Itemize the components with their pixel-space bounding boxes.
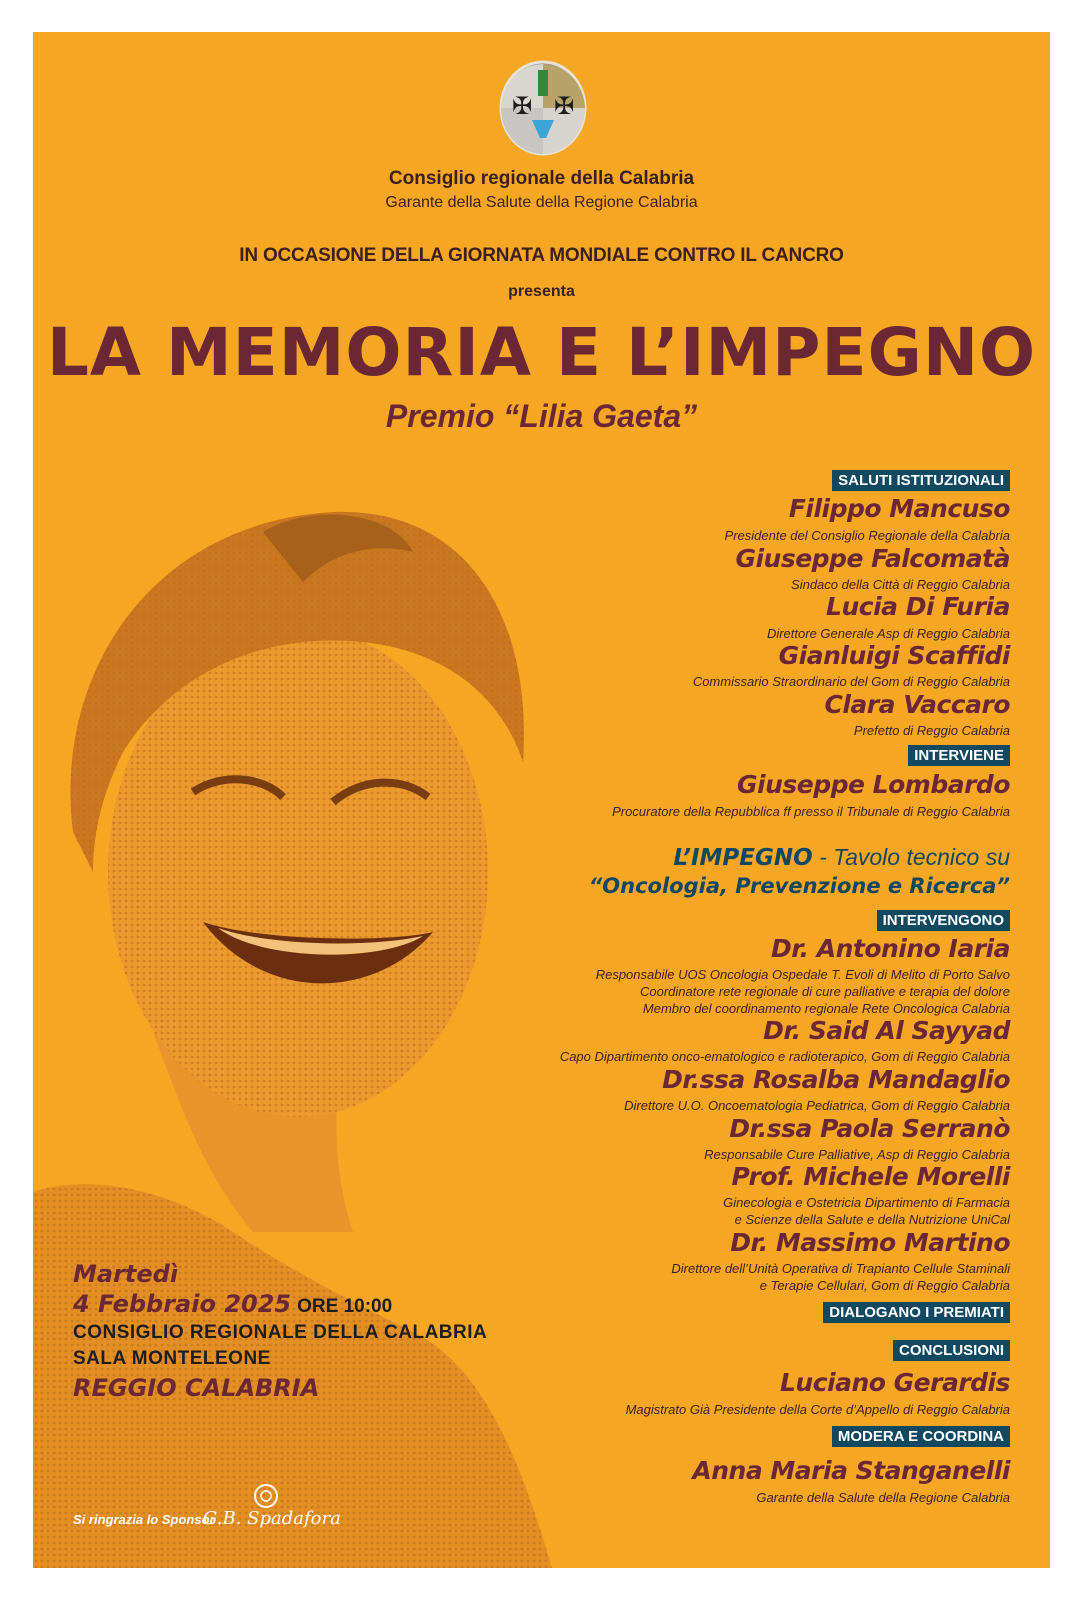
interviene-badge: INTERVIENE bbox=[908, 745, 1010, 766]
award-subtitle: Premio “Lilia Gaeta” bbox=[385, 398, 698, 434]
speaker-name: Giuseppe Falcomatà bbox=[735, 544, 1010, 573]
speaker-role: e Terapie Cellulari, Gom di Reggio Calabria bbox=[759, 1278, 1010, 1293]
speaker-role: Direttore dell’Unità Operativa di Trapianto Cellule Staminali bbox=[671, 1261, 1010, 1276]
speaker-role: Membro del coordinamento regionale Rete Oncologica Calabria bbox=[642, 1001, 1010, 1016]
event-day: Martedì bbox=[73, 1260, 179, 1288]
speaker-name: Luciano Gerardis bbox=[779, 1368, 1010, 1397]
speaker-role: Capo Dipartimento onco-ematologico e radioterapico, Gom di Reggio Calabria bbox=[559, 1049, 1010, 1064]
speaker-role: Coordinatore rete regionale di cure palliative e terapia del dolore bbox=[639, 984, 1010, 999]
speaker-role: Responsabile Cure Palliative, Asp di Reggio Calabria bbox=[704, 1147, 1010, 1162]
svg-text:✠: ✠ bbox=[553, 92, 575, 120]
intervengono-badge: INTERVENGONO bbox=[877, 910, 1010, 931]
speaker-role: Direttore U.O. Oncoematologia Pediatrica, Gom di Reggio Calabria bbox=[624, 1098, 1010, 1113]
speaker-name: Dr.ssa Rosalba Mandaglio bbox=[662, 1065, 1010, 1094]
tavolo-heading-bold: L’IMPEGNO bbox=[673, 845, 813, 871]
svg-text:✠: ✠ bbox=[511, 92, 533, 120]
event-venue: CONSIGLIO REGIONALE DELLA CALABRIA bbox=[73, 1322, 488, 1343]
speaker-role: Presidente del Consiglio Regionale della Calabria bbox=[724, 528, 1010, 543]
speaker-name: Dr. Said Al Sayyad bbox=[763, 1016, 1010, 1045]
sponsor-brand: G.B. Spadafora bbox=[203, 1508, 341, 1529]
sponsor-block bbox=[73, 1482, 393, 1542]
speaker-name: Filippo Mancuso bbox=[788, 494, 1010, 523]
speaker-name: Lucia Di Furia bbox=[826, 592, 1010, 621]
occasion-line: IN OCCASIONE DELLA GIORNATA MONDIALE CONTRO IL CANCRO bbox=[239, 245, 844, 266]
speaker-name: Dr. Massimo Martino bbox=[730, 1228, 1010, 1257]
speaker-name: Dr.ssa Paola Serranò bbox=[729, 1114, 1010, 1143]
speaker-role: Magistrato Già Presidente della Corte d’Appello di Reggio Calabria bbox=[625, 1402, 1010, 1417]
tavolo-heading-rest: - Tavolo tecnico su bbox=[812, 844, 1010, 870]
speaker-role: Commissario Straordinario del Gom di Reggio Calabria bbox=[692, 674, 1010, 689]
event-city: REGGIO CALABRIA bbox=[73, 1374, 320, 1402]
tavolo-topic: “Oncologia, Prevenzione e Ricerca” bbox=[588, 874, 1010, 898]
saluti-badge: SALUTI ISTITUZIONALI bbox=[832, 470, 1010, 491]
speaker-name: Prof. Michele Morelli bbox=[731, 1162, 1010, 1191]
speaker-name: Dr. Antonino Iaria bbox=[771, 934, 1010, 963]
event-time: ORE 10:00 bbox=[297, 1296, 393, 1317]
poster bbox=[33, 32, 1050, 1568]
modera-badge: MODERA E COORDINA bbox=[832, 1426, 1010, 1447]
sponsor-emblem-icon bbox=[251, 1482, 281, 1510]
speaker-name: Clara Vaccaro bbox=[824, 690, 1010, 719]
sponsor-thanks: Si ringrazia lo Sponsor bbox=[73, 1512, 215, 1527]
speaker-role: Direttore Generale Asp di Reggio Calabria bbox=[766, 626, 1010, 641]
speaker-role: Responsabile UOS Oncologia Ospedale T. Evoli di Melito di Porto Salvo bbox=[595, 967, 1010, 982]
speaker-name: Anna Maria Stanganelli bbox=[692, 1456, 1010, 1485]
speaker-role: Ginecologia e Ostetricia Dipartimento di Farmacia bbox=[723, 1195, 1010, 1210]
event-title: LA MEMORIA E L’IMPEGNO bbox=[46, 314, 1037, 391]
speaker-name: Gianluigi Scaffidi bbox=[778, 641, 1010, 670]
speaker-role: e Scienze della Salute e della Nutrizione UniCal bbox=[734, 1212, 1010, 1227]
organization-name: Consiglio regionale della Calabria bbox=[388, 168, 695, 189]
speaker-name: Giuseppe Lombardo bbox=[737, 770, 1010, 799]
organization-subtitle: Garante della Salute della Regione Calabria bbox=[385, 194, 698, 211]
presenta-text: presenta bbox=[508, 283, 575, 300]
speaker-role: Prefetto di Reggio Calabria bbox=[853, 723, 1010, 738]
speaker-role: Garante della Salute della Regione Calabria bbox=[756, 1490, 1010, 1505]
event-details bbox=[73, 1260, 487, 1402]
event-date: 4 Febbraio 2025 bbox=[73, 1290, 292, 1318]
speaker-role: Procuratore della Repubblica ff presso il Tribunale di Reggio Calabria bbox=[612, 804, 1010, 819]
speaker-role: Sindaco della Città di Reggio Calabria bbox=[791, 577, 1010, 592]
dialogano-badge: DIALOGANO I PREMIATI bbox=[823, 1302, 1010, 1323]
tavolo-heading bbox=[673, 844, 1010, 871]
portrait-image bbox=[33, 472, 593, 1568]
calabria-emblem-icon bbox=[498, 58, 588, 158]
event-room: SALA MONTELEONE bbox=[73, 1348, 271, 1369]
conclusioni-badge: CONCLUSIONI bbox=[893, 1340, 1010, 1361]
